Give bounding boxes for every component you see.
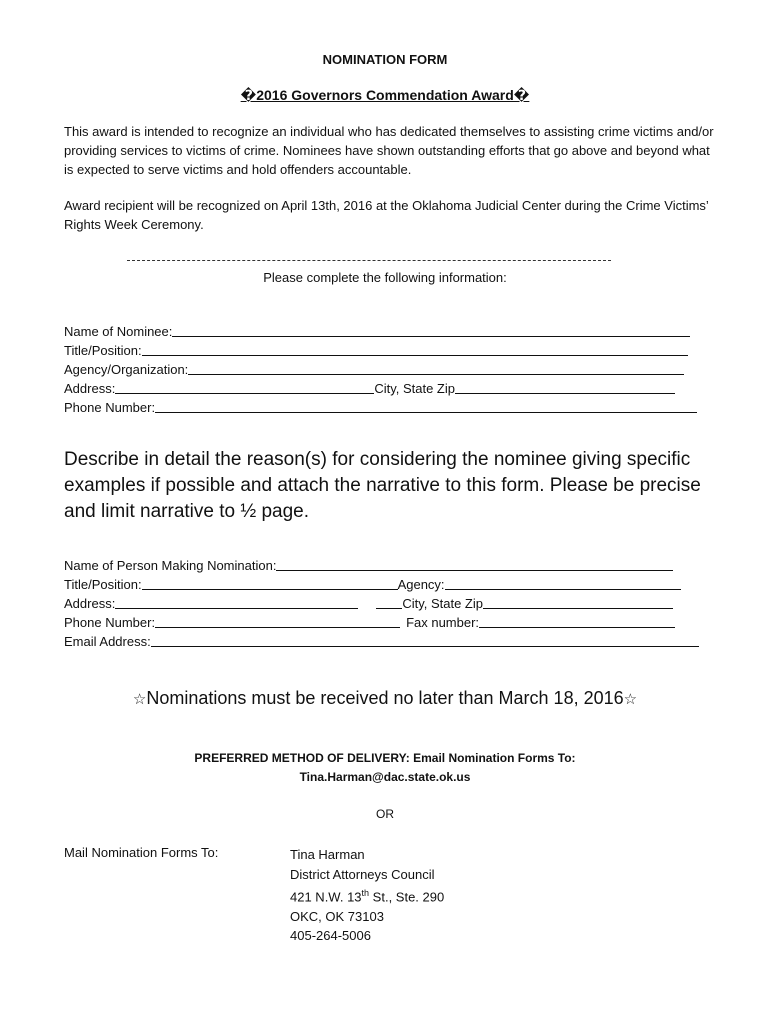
nominator-email-field[interactable] [151, 633, 699, 647]
award-subtitle: �2016 Governors Commendation Award� [240, 87, 530, 103]
star-icon: ☆ [132, 691, 147, 708]
mail-street: 421 N.W. 13th St., Ste. 290 [290, 888, 445, 905]
nominee-address-field[interactable] [115, 380, 374, 394]
nominee-title-field[interactable] [142, 342, 688, 356]
mail-city: OKC, OK 73103 [290, 908, 384, 924]
nominator-address-label: Address: [64, 596, 116, 611]
nominator-email-label: Email Address: [64, 634, 151, 649]
nominator-title-field[interactable] [142, 576, 398, 590]
deadline-text: Nominations must be received no later than March 18, 2016 [146, 688, 624, 708]
nominee-agency-field[interactable] [188, 361, 684, 375]
nominator-email-row [64, 630, 699, 649]
section-divider [127, 260, 611, 261]
nominee-address-label: Address: [64, 381, 116, 396]
nominator-name-field[interactable] [276, 557, 673, 571]
mail-address-block [290, 845, 444, 946]
delivery-heading: PREFERRED METHOD OF DELIVERY: Email Nomination Forms To: [194, 751, 576, 765]
nominator-city-label: City, State Zip [402, 596, 483, 611]
nominee-city-label: City, State Zip [374, 381, 455, 396]
nominator-title-label: Title/Position: [64, 577, 142, 592]
mail-org: District Attorneys Council [290, 866, 435, 882]
nominator-phone-field[interactable] [155, 614, 400, 628]
nominator-city-field[interactable] [483, 595, 673, 609]
nominee-name-label: Name of Nominee: [64, 324, 173, 339]
delivery-email[interactable]: Tina.Harman@dac.state.ok.us [299, 770, 471, 784]
delivery-or: OR [376, 807, 394, 821]
nominee-city-field[interactable] [455, 380, 675, 394]
nominee-agency-label: Agency/Organization: [64, 362, 189, 377]
nominee-name-row [64, 320, 690, 339]
nominator-fax-field[interactable] [479, 614, 675, 628]
mail-name: Tina Harman [290, 847, 365, 862]
mail-phone: 405-264-5006 [290, 928, 371, 944]
deadline-notice [0, 688, 770, 709]
nominee-title-label: Title/Position: [64, 343, 142, 358]
mail-label: Mail Nomination Forms To: [64, 845, 219, 860]
nominator-title-row [64, 573, 681, 592]
nominator-fax-label: Fax number: [406, 615, 480, 630]
nominator-name-row [64, 554, 673, 573]
nominee-title-row [64, 339, 688, 358]
nominator-phone-label: Phone Number: [64, 615, 156, 630]
nominator-address-row [64, 592, 673, 611]
nominator-address-field-extra[interactable] [376, 595, 402, 609]
nominator-name-label: Name of Person Making Nomination: [64, 558, 277, 573]
nominee-phone-field[interactable] [155, 399, 697, 413]
describe-instructions: Describe in detail the reason(s) for considering the nominee giving specific examples if possible and attach the narrative to this form. Please be precise and limit narrative to ½ page. [64, 449, 701, 522]
intro-paragraph: This award is intended to recognize an individual who has dedicated themselves to assisting crime victims and/or providing services to victims of crime. Nominees have shown outstanding efforts that go above and beyond what is expected to serve victims and hold offenders accountable. [64, 124, 714, 177]
nominee-phone-label: Phone Number: [64, 400, 156, 415]
nominator-phone-row [64, 611, 675, 630]
nominator-agency-label: Agency: [397, 577, 445, 592]
nominee-agency-row [64, 358, 684, 377]
nominator-agency-field[interactable] [445, 576, 681, 590]
nominee-phone-row [64, 396, 697, 415]
recognition-paragraph: Award recipient will be recognized on April 13th, 2016 at the Oklahoma Judicial Center during the Crime Victims’ Rights Week Ceremony. [64, 198, 709, 232]
star-icon: ☆ [623, 691, 638, 708]
nominee-address-row [64, 377, 675, 396]
nominee-name-field[interactable] [172, 323, 690, 337]
nominator-address-field[interactable] [115, 595, 358, 609]
instruction-text: Please complete the following information: [263, 270, 507, 285]
form-title: NOMINATION FORM [322, 52, 448, 67]
